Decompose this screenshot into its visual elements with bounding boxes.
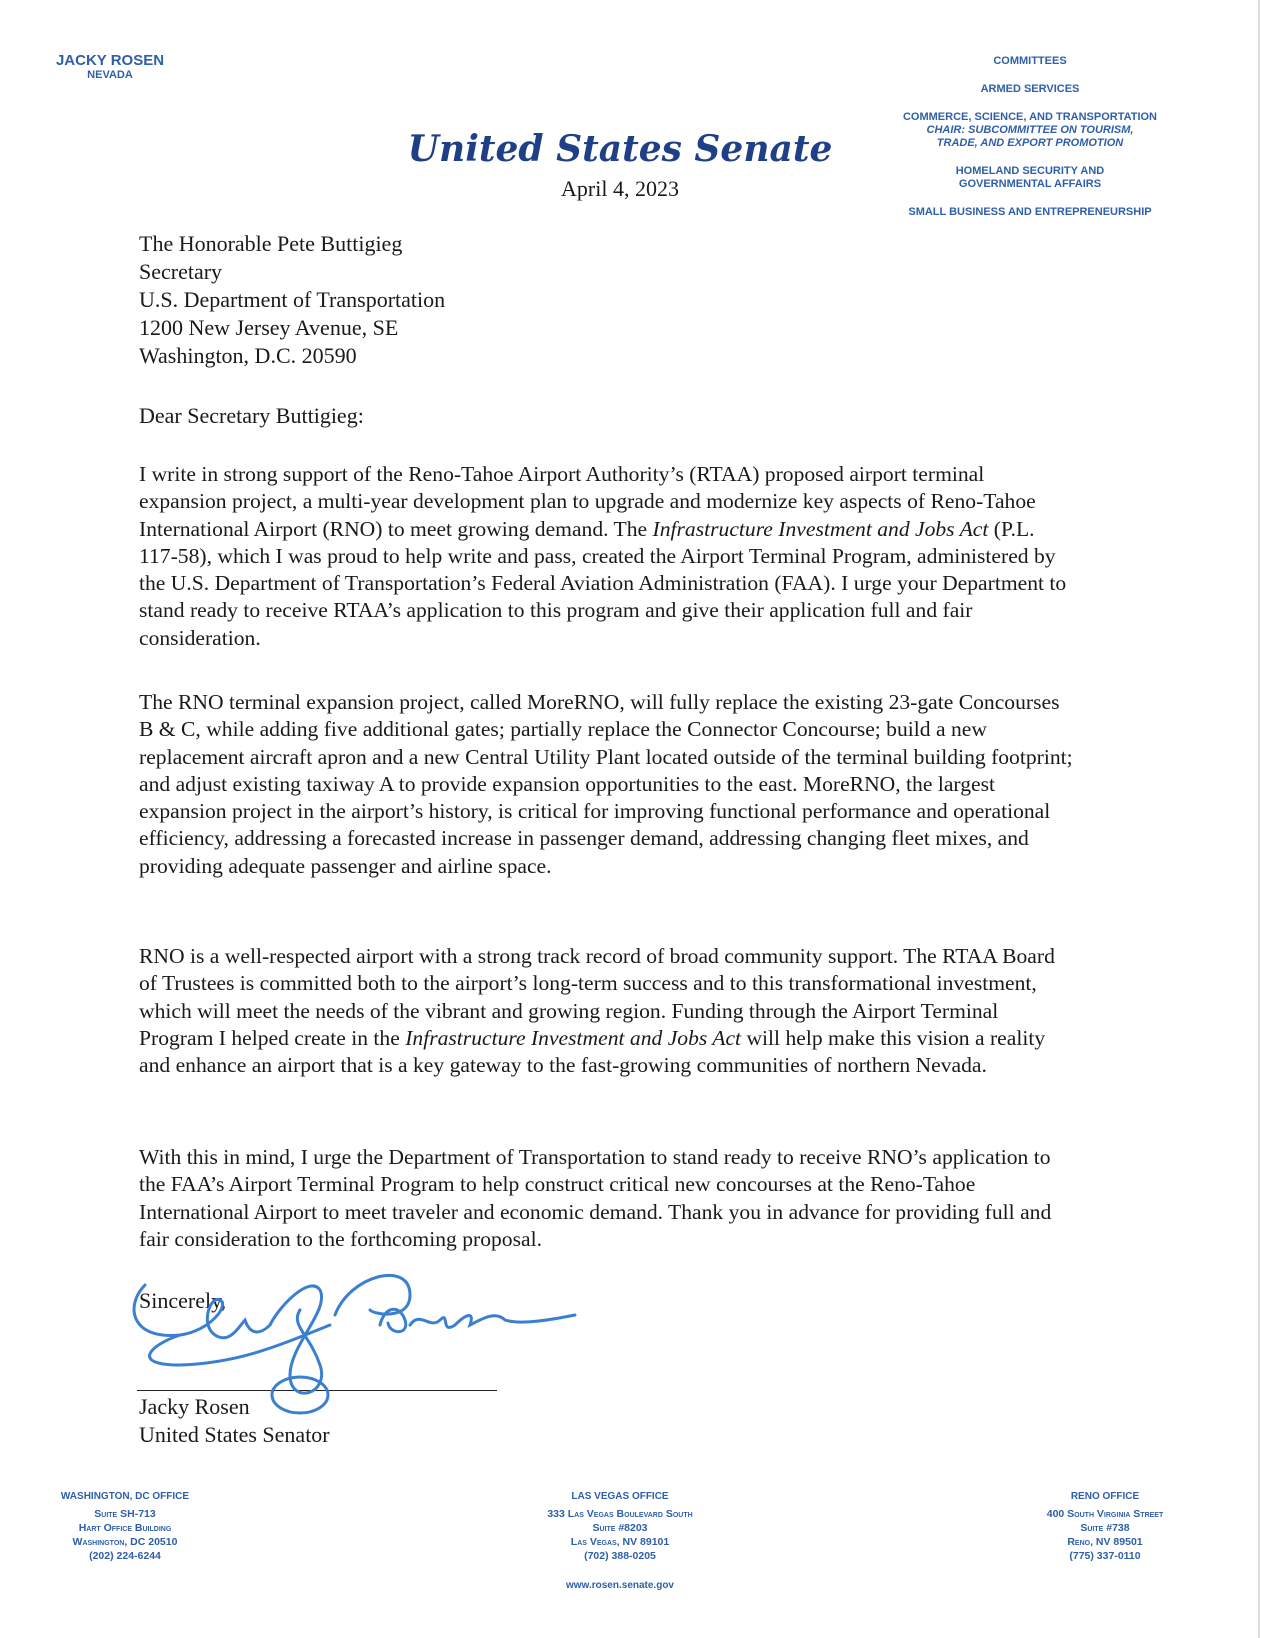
text: With this in mind, I urge the Department of Transportation to stand ready to receive RNO’s application to the FAA’s Airport Terminal Program to help construct critical new concourses at the Reno-Tahoe International Airport to meet traveler and economic demand. Thank you in advance for providing full and fair consideration to the forthcoming proposal. bbox=[139, 1145, 1052, 1251]
office-heading: LAS VEGAS OFFICE bbox=[571, 1491, 669, 1502]
committee: ARMED SERVICES bbox=[980, 83, 1080, 95]
office-line: Las Vegas, NV 89101 bbox=[570, 1536, 670, 1548]
text: (P.L. 117-58), which I was proud to help write and pass, created the Airport Terminal Program, administered by the U.S. Department of Transportation’s Federal Aviation Administration (FAA). I urge your Department to stand ready to receive RTAA’s application to this program and give their application full and fair consideration. bbox=[139, 516, 1067, 650]
text: will help make this vision a reality and enhance an airport that is a key gateway to the fast-growing communities of northern Nevada. bbox=[139, 1025, 1046, 1078]
committee: SMALL BUSINESS AND ENTREPRENEURSHIP bbox=[908, 206, 1152, 218]
act-title: Infrastructure Investment and Jobs Act bbox=[405, 1025, 742, 1050]
text: The RNO terminal expansion project, called MoreRNO, will fully replace the existing 23-gate Concourses B & C, while adding five additional gates; partially replace the Connector Concourse; build a new replacement aircraft apron and a new Central Utility Plant located outside of the terminal building footprint; and adjust existing taxiway A to provide expansion opportunities to the east. MoreRNO, the largest expansion project in the airport’s history, is critical for improving functional performance and operational efficiency, addressing a forecasted increase in passenger demand, addressing changing fleet mixes, and providing adequate passenger and airline space. bbox=[139, 690, 1073, 878]
office-line: Hart Office Building bbox=[78, 1522, 172, 1534]
closing: Sincerely, bbox=[139, 1288, 227, 1313]
subcommittee-line: TRADE, AND EXPORT PROMOTION bbox=[936, 137, 1124, 149]
office-line: 333 Las Vegas Boulevard South bbox=[547, 1508, 693, 1520]
address-line: Secretary bbox=[139, 259, 223, 284]
office-line: 400 South Virginia Street bbox=[1046, 1508, 1164, 1520]
office-reno bbox=[1010, 1490, 1200, 1563]
committees-block bbox=[880, 55, 1180, 234]
sender-block bbox=[40, 52, 180, 81]
office-heading: WASHINGTON, DC OFFICE bbox=[60, 1491, 190, 1502]
address-line: The Honorable Pete Buttigieg bbox=[139, 231, 403, 256]
sender-state: NEVADA bbox=[87, 69, 133, 81]
sender-name: JACKY ROSEN bbox=[55, 52, 165, 69]
signer-title: United States Senator bbox=[139, 1422, 330, 1447]
subcommittee-line: CHAIR: SUBCOMMITTEE ON TOURISM, bbox=[926, 124, 1134, 136]
page-edge bbox=[1258, 0, 1260, 1638]
act-title: Infrastructure Investment and Jobs Act bbox=[652, 516, 989, 541]
body-paragraph bbox=[139, 943, 1074, 1079]
handwritten-signature bbox=[120, 1265, 600, 1435]
address-line: U.S. Department of Transportation bbox=[139, 287, 446, 312]
office-phone: (702) 388-0205 bbox=[584, 1550, 656, 1562]
letter-date: April 4, 2023 bbox=[561, 176, 679, 201]
text: I write in strong support of the Reno-Tahoe Airport Authority’s (RTAA) proposed airport terminal expansion project, a multi-year development plan to upgrade and modernize key aspects of Reno-Tahoe International Airport (RNO) to meet growing demand. The bbox=[139, 462, 1036, 541]
office-line: Suite SH-713 bbox=[94, 1508, 156, 1520]
committee-name: COMMERCE, SCIENCE, AND TRANSPORTATION bbox=[902, 111, 1158, 123]
salutation: Dear Secretary Buttigieg: bbox=[139, 403, 364, 428]
text: RNO is a well-respected airport with a strong track record of broad community support. The RTAA Board of Trustees is committed both to the airport’s long-term success and to this transformational investment, which will meet the needs of the vibrant and growing region. Funding through the Airport Terminal Program I helped create in the bbox=[139, 944, 1055, 1050]
address-line: Washington, D.C. 20590 bbox=[139, 343, 357, 368]
committees-title: COMMITTEES bbox=[993, 55, 1067, 67]
body-paragraph bbox=[139, 1144, 1074, 1253]
senate-heading: United States Senate bbox=[407, 128, 833, 170]
office-line: Suite #8203 bbox=[592, 1522, 648, 1534]
office-heading: RENO OFFICE bbox=[1070, 1491, 1140, 1502]
office-phone: (202) 224-6244 bbox=[89, 1550, 161, 1562]
office-phone: (775) 337-0110 bbox=[1069, 1550, 1141, 1562]
office-las-vegas bbox=[500, 1490, 740, 1563]
office-washington bbox=[30, 1490, 220, 1563]
recipient-address bbox=[139, 230, 445, 370]
body-paragraph bbox=[139, 689, 1074, 880]
address-line: 1200 New Jersey Avenue, SE bbox=[139, 315, 399, 340]
office-line: Suite #738 bbox=[1080, 1522, 1130, 1534]
office-line: Washington, DC 20510 bbox=[72, 1536, 178, 1548]
office-line: Reno, NV 89501 bbox=[1067, 1536, 1143, 1548]
committee bbox=[880, 111, 1180, 150]
website-link[interactable]: www.rosen.senate.gov bbox=[566, 1580, 674, 1591]
body-paragraph bbox=[139, 461, 1074, 652]
committee: HOMELAND SECURITY AND GOVERNMENTAL AFFAIRS bbox=[955, 165, 1105, 190]
signer-name: Jacky Rosen bbox=[139, 1394, 250, 1419]
